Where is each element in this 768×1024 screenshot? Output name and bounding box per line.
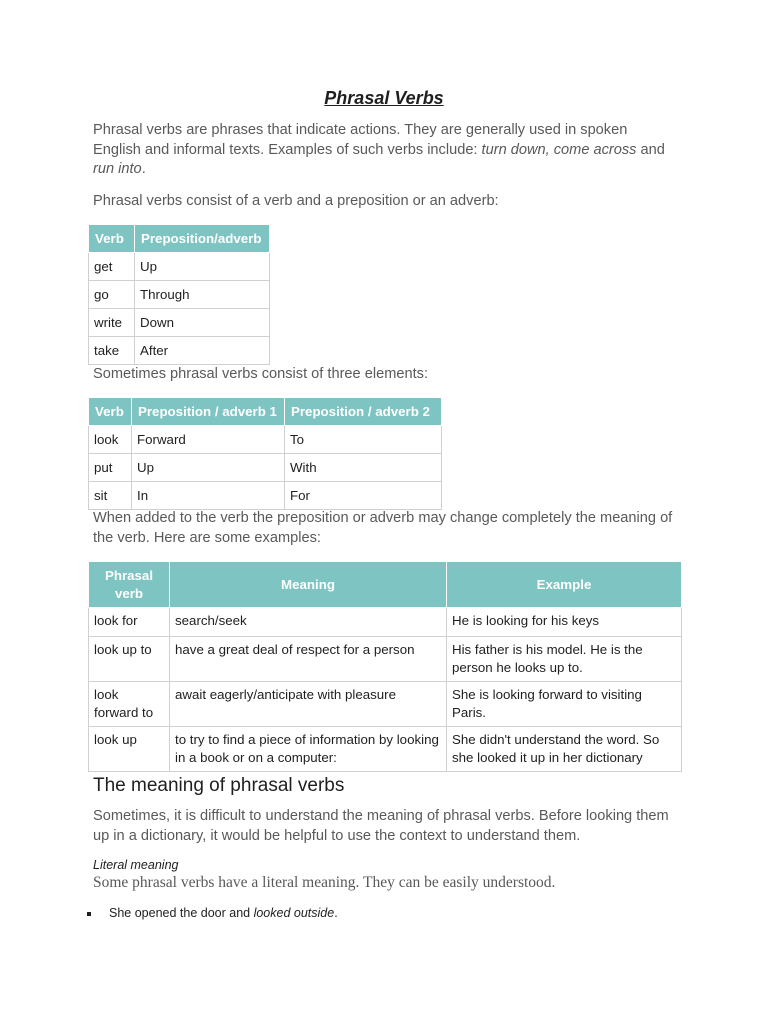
table-row	[89, 637, 682, 682]
table-cell: sit	[89, 482, 132, 510]
table-row	[89, 426, 442, 454]
table-cell: put	[89, 454, 132, 482]
intro-text-end: .	[141, 161, 146, 177]
table-cell: To	[285, 426, 442, 454]
table-row	[89, 337, 270, 365]
bullet-text-end: .	[334, 906, 338, 920]
table-cell: His father is his model. He is the person he looks up to.	[447, 637, 682, 682]
table-cell: to try to find a piece of information by looking in a book or on a computer:	[170, 727, 447, 772]
context-paragraph: Sometimes, it is difficult to understand the meaning of phrasal verbs. Before looking them up in a dictionary, it would be helpful to use the context to understand them.	[93, 808, 669, 844]
table-cell: look for	[89, 608, 170, 637]
table-cell: She is looking forward to visiting Paris.	[447, 682, 682, 727]
intro-paragraph	[93, 121, 673, 180]
table3-header-phrasal-verb: Phrasal verb	[89, 562, 170, 608]
table-row	[89, 482, 442, 510]
table-cell: Down	[135, 309, 270, 337]
phrasal-verb-meaning-table	[88, 561, 682, 772]
list-item	[87, 906, 338, 920]
consist-paragraph: Phrasal verbs consist of a verb and a preposition or an adverb:	[93, 193, 499, 209]
three-element-table	[88, 397, 442, 510]
table-cell: Forward	[132, 426, 285, 454]
change-meaning-paragraph: When added to the verb the preposition or adverb may change completely the meaning of the verb. Here are some examples:	[93, 510, 673, 546]
table-row	[89, 309, 270, 337]
table3-header-example: Example	[447, 562, 682, 608]
three-elements-paragraph: Sometimes phrasal verbs consist of three elements:	[93, 366, 428, 382]
literal-meaning-caption: Literal meaning	[93, 858, 179, 872]
bullet-text: She opened the door and	[109, 906, 254, 920]
table-cell: go	[89, 281, 135, 309]
table-cell: take	[89, 337, 135, 365]
table-cell: look forward to	[89, 682, 170, 727]
literal-meaning-text: Some phrasal verbs have a literal meaning. They can be easily understood.	[93, 874, 556, 891]
table-row	[89, 253, 270, 281]
table-row	[89, 682, 682, 727]
bullet-marker	[87, 912, 91, 916]
table-cell: look	[89, 426, 132, 454]
table-cell: Up	[132, 454, 285, 482]
intro-example-1: turn down, come across	[481, 141, 637, 158]
table-row	[89, 727, 682, 772]
table-cell: write	[89, 309, 135, 337]
table-cell: have a great deal of respect for a person	[170, 637, 447, 682]
table-cell: In	[132, 482, 285, 510]
table1-header-verb: Verb	[89, 225, 135, 253]
table-cell: Through	[135, 281, 270, 309]
table2-header-verb: Verb	[89, 398, 132, 426]
table-cell: look up	[89, 727, 170, 772]
table2-header-prep1: Preposition / adverb 1	[132, 398, 285, 426]
verb-preposition-table	[88, 224, 270, 365]
table-row	[89, 281, 270, 309]
table-row	[89, 608, 682, 637]
table-cell: After	[135, 337, 270, 365]
table-row	[89, 454, 442, 482]
table-cell: With	[285, 454, 442, 482]
intro-text-2: and	[636, 141, 665, 158]
intro-example-2: run into	[93, 161, 142, 177]
section-heading: The meaning of phrasal verbs	[93, 775, 345, 796]
table1-header-preposition: Preposition/adverb	[135, 225, 270, 253]
bullet-italic-text: looked outside	[253, 906, 335, 920]
table-cell: She didn't understand the word. So she looked it up in her dictionary	[447, 727, 682, 772]
table-cell: Up	[135, 253, 270, 281]
table-cell: search/seek	[170, 608, 447, 637]
table-cell: For	[285, 482, 442, 510]
table-cell: look up to	[89, 637, 170, 682]
table3-header-meaning: Meaning	[170, 562, 447, 608]
table-cell: He is looking for his keys	[447, 608, 682, 637]
page-title: Phrasal Verbs	[324, 88, 444, 108]
table-cell: get	[89, 253, 135, 281]
table-cell: await eagerly/anticipate with pleasure	[170, 682, 447, 727]
intro-text-1: Phrasal verbs are phrases that indicate actions. They are generally used in spoken English and informal texts. Examples of such verbs include:	[93, 122, 628, 158]
table2-header-prep2: Preposition / adverb 2	[285, 398, 442, 426]
